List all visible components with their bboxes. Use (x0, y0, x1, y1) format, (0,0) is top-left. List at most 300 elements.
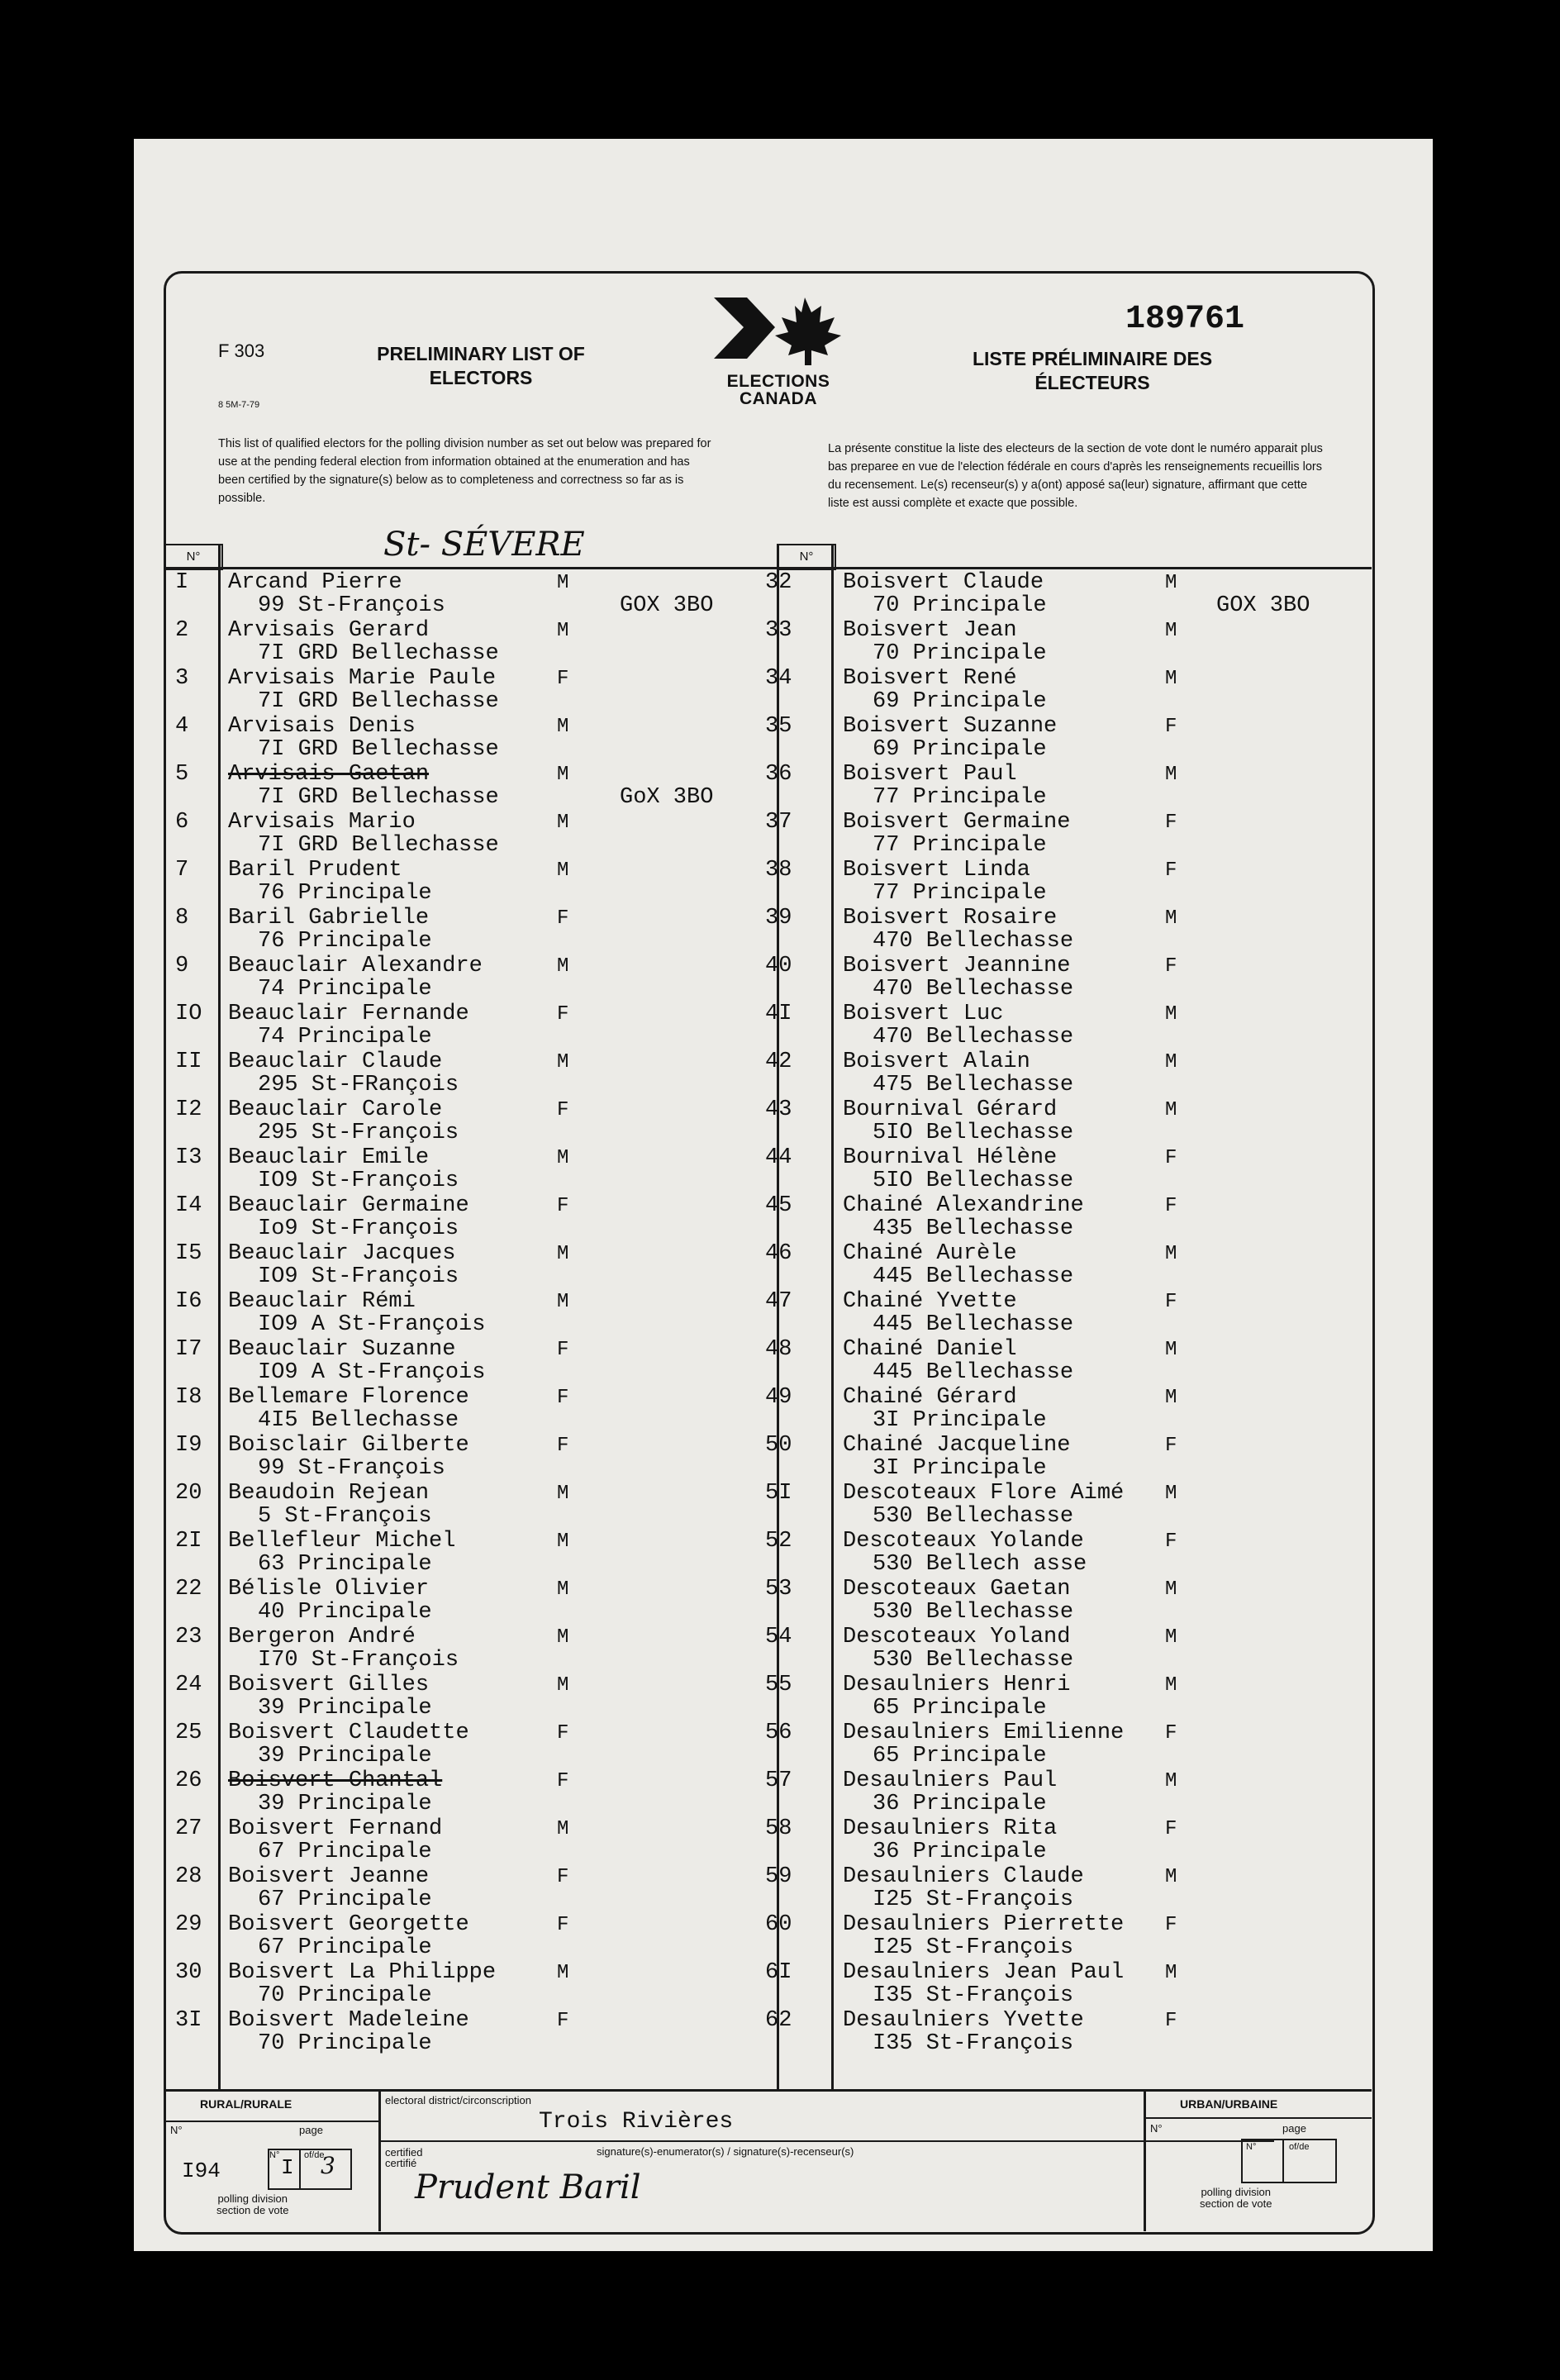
elector-name: Descoteaux Yoland (843, 1625, 1071, 1649)
elector-address: 5 St-François (258, 1504, 432, 1529)
polling-division-number: I94 (182, 2159, 221, 2183)
rural-polling-line2: section de vote (216, 2204, 289, 2216)
elector-number: I4 (175, 1193, 202, 1218)
elector-sex: M (557, 955, 569, 978)
elector-address: 435 Bellechasse (873, 1216, 1074, 1241)
elector-sex: M (1165, 1387, 1177, 1409)
no-label-right: N° (799, 550, 814, 564)
urban-page-no-label: N° (1246, 2142, 1257, 2152)
header-rule (164, 567, 1372, 569)
elector-sex: M (557, 1147, 569, 1169)
elector-name: Desaulniers Emilienne (843, 1721, 1125, 1745)
elector-sex: F (1165, 955, 1177, 978)
postal-code: GOX 3BO (1216, 593, 1310, 618)
elector-address: 77 Principale (873, 881, 1047, 906)
elector-name: Beauclair Suzanne (228, 1337, 456, 1362)
elector-sex: F (557, 1003, 569, 1026)
elector-address: 65 Principale (873, 1696, 1047, 1721)
elector-number: 9 (175, 954, 189, 978)
elector-sex: F (557, 1770, 569, 1792)
elector-address: IO9 A St-François (258, 1360, 486, 1385)
elector-name: Descoteaux Flore Aimé (843, 1481, 1125, 1506)
elector-sex: F (557, 1099, 569, 1121)
elector-number: 2 (175, 618, 189, 643)
elector-name: Boisclair Gilberte (228, 1433, 469, 1458)
urban-page-of-label: of/de (1289, 2142, 1310, 2152)
elector-sex: F (1165, 2010, 1177, 2032)
elector-name: Bournival Gérard (843, 1097, 1058, 1122)
elector-name: Beauclair Claude (228, 1050, 443, 1074)
elector-address: 39 Principale (258, 1744, 432, 1768)
elector-number: 22 (175, 1577, 202, 1602)
rural-polling-line1: polling division (217, 2192, 288, 2205)
elector-sex: F (1165, 1530, 1177, 1553)
elector-name: Boisvert Chantal (228, 1768, 443, 1793)
intro-paragraph-fr: La présente constitue la liste des electeurs de la section de vote dont le numéro apparait plus bas preparee en vue de l'election fédérale en cours d'après les renseignements recueillis lors du recensement. Le(s) recenseur(s) y a(ont) apposé sa(leur) signature, affirmant que cette liste est aussi complète et exacte que possible. (828, 442, 1323, 510)
elector-sex: M (1165, 1578, 1177, 1601)
elector-number: 56 (765, 1721, 792, 1745)
rural-page-label: page (299, 2124, 323, 2136)
elector-address: 70 Principale (258, 2031, 432, 2056)
elector-number: I6 (175, 1289, 202, 1314)
elector-sex: M (557, 1291, 569, 1313)
elector-name: Beauclair Rémi (228, 1289, 416, 1314)
elector-number: 29 (175, 1912, 202, 1937)
elector-name: Desaulniers Pierrette (843, 1912, 1125, 1937)
elector-address: 3I Principale (873, 1456, 1047, 1481)
elector-address: 3I Principale (873, 1408, 1047, 1433)
elector-number: 20 (175, 1481, 202, 1506)
elector-sex: M (1165, 1866, 1177, 1888)
elector-name: Arvisais Mario (228, 810, 416, 835)
district-value: Trois Rivières (539, 2109, 734, 2135)
elector-number: 55 (765, 1673, 792, 1697)
elector-number: 54 (765, 1625, 792, 1649)
elector-name: Boisvert Jeannine (843, 954, 1071, 978)
elector-name: Arvisais Marie Paule (228, 666, 497, 691)
elector-number: 5I (765, 1481, 792, 1506)
elector-sex: M (557, 1243, 569, 1265)
elector-address: 67 Principale (258, 1840, 432, 1864)
elector-number: 47 (765, 1289, 792, 1314)
elector-sex: F (1165, 1147, 1177, 1169)
left-number-column-rule (218, 544, 221, 2089)
no-label-left: N° (186, 550, 201, 564)
elector-sex: F (1165, 1435, 1177, 1457)
elector-sex: F (1165, 1818, 1177, 1840)
elector-address: 7I GRD Bellechasse (258, 737, 499, 762)
elector-number: II (175, 1050, 202, 1074)
elector-name: Chainé Daniel (843, 1337, 1017, 1362)
elector-address: 70 Principale (873, 593, 1047, 618)
elector-name: Desaulniers Claude (843, 1864, 1084, 1889)
elector-address: 445 Bellechasse (873, 1264, 1074, 1289)
elector-name: Chainé Aurèle (843, 1241, 1017, 1266)
elector-name: Bergeron André (228, 1625, 416, 1649)
elector-address: 36 Principale (873, 1840, 1047, 1864)
elector-address: 295 St-FRançois (258, 1073, 459, 1097)
elector-number: 35 (765, 714, 792, 739)
elector-sex: M (1165, 1003, 1177, 1026)
elector-number: IO (175, 1002, 202, 1026)
elector-name: Boisvert Claude (843, 570, 1044, 595)
page-number: I (281, 2155, 294, 2180)
elector-number: 59 (765, 1864, 792, 1889)
elector-sex: M (557, 1626, 569, 1649)
elector-sex: M (557, 1530, 569, 1553)
elector-name: Beauclair Carole (228, 1097, 443, 1122)
elector-name: Desaulniers Jean Paul (843, 1960, 1125, 1985)
elector-sex: M (1165, 1674, 1177, 1697)
elector-sex: M (557, 1962, 569, 1984)
urban-section-rule (1144, 2089, 1146, 2231)
elector-address: I35 St-François (873, 1983, 1074, 2008)
elector-name: Baril Gabrielle (228, 906, 430, 931)
elector-address: 530 Bellechasse (873, 1504, 1074, 1529)
elector-address: I35 St-François (873, 2031, 1074, 2056)
elector-name: Arvisais Denis (228, 714, 416, 739)
elector-name: Boisvert Suzanne (843, 714, 1058, 739)
elector-number: 7 (175, 858, 189, 883)
elector-name: Boisvert Jeanne (228, 1864, 430, 1889)
elector-number: 44 (765, 1145, 792, 1170)
elector-address: IO9 St-François (258, 1264, 459, 1289)
handwritten-locality: St- SÉVERE (383, 526, 585, 564)
elector-number: 62 (765, 2008, 792, 2033)
elector-address: 5IO Bellechasse (873, 1121, 1074, 1145)
elector-address: 40 Principale (258, 1600, 432, 1625)
rural-no-label: N° (170, 2124, 183, 2136)
rural-label: RURAL/RURALE (200, 2097, 292, 2111)
elector-sex: F (1165, 1195, 1177, 1217)
elector-address: 74 Principale (258, 977, 432, 1002)
elector-number: 52 (765, 1529, 792, 1554)
page-of-number: 3 (321, 2152, 335, 2179)
elector-number: 40 (765, 954, 792, 978)
elector-address: IO9 A St-François (258, 1312, 486, 1337)
elector-number: 8 (175, 906, 189, 931)
elector-name: Chainé Alexandrine (843, 1193, 1084, 1218)
elector-name: Boisvert Madeleine (228, 2008, 469, 2033)
elector-name: Beauclair Alexandre (228, 954, 483, 978)
elector-number: 25 (175, 1721, 202, 1745)
elector-number: 37 (765, 810, 792, 835)
elector-number: 42 (765, 1050, 792, 1074)
elector-address: 39 Principale (258, 1696, 432, 1721)
elector-number: 43 (765, 1097, 792, 1122)
certified-line1: certified (385, 2146, 423, 2159)
elector-number: 33 (765, 618, 792, 643)
elector-name: Boisvert Linda (843, 858, 1030, 883)
elector-sex: F (557, 907, 569, 930)
elector-address: IO9 St-François (258, 1169, 459, 1193)
elector-name: Arvisais Gaetan (228, 762, 430, 787)
elector-address: 470 Bellechasse (873, 1025, 1074, 1050)
elector-number: 49 (765, 1385, 792, 1410)
elector-sex: F (1165, 859, 1177, 882)
logo-line2: CANADA (740, 389, 817, 408)
elector-sex: F (557, 1195, 569, 1217)
elector-address: 67 Principale (258, 1887, 432, 1912)
elector-name: Bellefleur Michel (228, 1529, 456, 1554)
elector-address: 77 Principale (873, 785, 1047, 810)
elector-number: 53 (765, 1577, 792, 1602)
elector-name: Bournival Hélène (843, 1145, 1058, 1170)
elector-sex: F (557, 1339, 569, 1361)
elector-number: 58 (765, 1816, 792, 1841)
elector-number: 5 (175, 762, 189, 787)
urban-page-label: page (1282, 2122, 1306, 2135)
signature-label: signature(s)-enumerator(s) / signature(s)-recenseur(s) (597, 2145, 854, 2158)
elector-name: Chainé Yvette (843, 1289, 1017, 1314)
elector-number: 6I (765, 1960, 792, 1985)
elector-sex: M (1165, 764, 1177, 786)
elector-sex: M (557, 812, 569, 834)
elector-number: 57 (765, 1768, 792, 1793)
elector-name: Boisvert Rosaire (843, 906, 1058, 931)
elector-number: 23 (175, 1625, 202, 1649)
elector-name: Beauclair Jacques (228, 1241, 456, 1266)
elector-sex: F (1165, 1722, 1177, 1745)
elector-name: Boisvert Paul (843, 762, 1017, 787)
urban-polling-line1: polling division (1201, 2186, 1271, 2198)
elector-sex: F (1165, 1914, 1177, 1936)
elector-number: 28 (175, 1864, 202, 1889)
elector-sex: M (557, 572, 569, 594)
elector-address: 530 Bellechasse (873, 1600, 1074, 1625)
title-en-line2: ELECTORS (429, 367, 533, 388)
enumerator-signature: Prudent Baril (415, 2168, 641, 2206)
footer-rule (164, 2089, 1372, 2092)
elector-number: 45 (765, 1193, 792, 1218)
elector-address: 4I5 Bellechasse (258, 1408, 459, 1433)
elector-address: 39 Principale (258, 1792, 432, 1816)
elector-sex: M (1165, 1626, 1177, 1649)
elector-sex: M (557, 716, 569, 738)
elector-number: 27 (175, 1816, 202, 1841)
elector-number: I9 (175, 1433, 202, 1458)
elector-name: Chainé Jacqueline (843, 1433, 1071, 1458)
certified-line2: certifié (385, 2157, 417, 2169)
elector-number: 38 (765, 858, 792, 883)
elector-sex: M (1165, 1962, 1177, 1984)
elector-name: Arvisais Gerard (228, 618, 430, 643)
elector-address: 445 Bellechasse (873, 1312, 1074, 1337)
elector-sex: F (557, 1914, 569, 1936)
postal-code: GoX 3BO (620, 785, 714, 810)
elector-name: Boisvert Georgette (228, 1912, 469, 1937)
elector-address: 530 Bellechasse (873, 1648, 1074, 1673)
right-number-column-rule (831, 544, 834, 2089)
elector-address: 470 Bellechasse (873, 977, 1074, 1002)
elector-sex: M (557, 620, 569, 642)
elector-name: Boisvert René (843, 666, 1017, 691)
elector-number: I3 (175, 1145, 202, 1170)
elector-address: 76 Principale (258, 881, 432, 906)
elector-number: 60 (765, 1912, 792, 1937)
elector-sex: M (557, 1818, 569, 1840)
elector-address: 74 Principale (258, 1025, 432, 1050)
elector-sex: F (557, 1722, 569, 1745)
elector-sex: M (557, 1051, 569, 1073)
elector-address: 530 Bellech asse (873, 1552, 1087, 1577)
elector-number: 6 (175, 810, 189, 835)
elector-address: 475 Bellechasse (873, 1073, 1074, 1097)
elector-address: 77 Principale (873, 833, 1047, 858)
elector-name: Baril Prudent (228, 858, 402, 883)
elector-address: 69 Principale (873, 689, 1047, 714)
elector-sex: M (1165, 1339, 1177, 1361)
elector-sex: F (557, 668, 569, 690)
elector-name: Desaulniers Rita (843, 1816, 1058, 1841)
elector-number: 26 (175, 1768, 202, 1793)
intro-paragraph-en: This list of qualified electors for the polling division number as set out below was prepared for use at the pending federal election from information obtained at the enumeration and has been certified by the signature(s) below as to completeness and correctness so far as is possible. (218, 437, 711, 505)
elector-number: I (175, 570, 189, 595)
elector-number: I5 (175, 1241, 202, 1266)
elector-address: 69 Principale (873, 737, 1047, 762)
elector-address: 7I GRD Bellechasse (258, 833, 499, 858)
elector-name: Descoteaux Gaetan (843, 1577, 1071, 1602)
elector-number: 3I (175, 2008, 202, 2033)
elector-number: 30 (175, 1960, 202, 1985)
elector-number: I7 (175, 1337, 202, 1362)
elector-sex: M (1165, 1243, 1177, 1265)
elector-number: I2 (175, 1097, 202, 1122)
elector-name: Desaulniers Paul (843, 1768, 1058, 1793)
title-fr-line2: ÉLECTEURS (1034, 372, 1150, 393)
elector-address: 5IO Bellechasse (873, 1169, 1074, 1193)
elector-sex: F (557, 1866, 569, 1888)
elector-name: Boisvert Fernand (228, 1816, 443, 1841)
document-sheet (134, 139, 1433, 2251)
elector-number: 3 (175, 666, 189, 691)
form-code: F 303 (218, 340, 265, 361)
elector-name: Boisvert La Philippe (228, 1960, 497, 1985)
elector-name: Descoteaux Yolande (843, 1529, 1084, 1554)
urban-rule (1144, 2117, 1372, 2119)
elector-number: 2I (175, 1529, 202, 1554)
elector-name: Chainé Gérard (843, 1385, 1017, 1410)
elector-address: 445 Bellechasse (873, 1360, 1074, 1385)
form-date: 8 5M-7-79 (218, 400, 260, 410)
urban-no-label: N° (1150, 2122, 1163, 2135)
elector-sex: M (1165, 1483, 1177, 1505)
elector-address: 295 St-François (258, 1121, 459, 1145)
elector-address: 7I GRD Bellechasse (258, 785, 499, 810)
elector-number: 39 (765, 906, 792, 931)
page-no-label: N° (269, 2150, 280, 2160)
elector-number: 36 (765, 762, 792, 787)
elector-name: Boisvert Jean (843, 618, 1017, 643)
elector-name: Bellemare Florence (228, 1385, 469, 1410)
elector-address: 76 Principale (258, 929, 432, 954)
serial-number: 189761 (1125, 301, 1245, 338)
elector-name: Boisvert Alain (843, 1050, 1030, 1074)
elector-number: 32 (765, 570, 792, 595)
elector-address: 67 Principale (258, 1935, 432, 1960)
elector-name: Desaulniers Henri (843, 1673, 1071, 1697)
elector-sex: F (557, 2010, 569, 2032)
elector-address: 470 Bellechasse (873, 929, 1074, 954)
elector-sex: M (557, 859, 569, 882)
elector-number: 48 (765, 1337, 792, 1362)
elector-address: 70 Principale (258, 1983, 432, 2008)
elector-number: 4I (765, 1002, 792, 1026)
elector-address: I70 St-François (258, 1648, 459, 1673)
elector-address: 7I GRD Bellechasse (258, 641, 499, 666)
elector-sex: M (557, 1578, 569, 1601)
rural-polling-division-label (216, 2193, 288, 2216)
elector-sex: F (557, 1387, 569, 1409)
elector-sex: M (1165, 1051, 1177, 1073)
elector-name: Beauclair Germaine (228, 1193, 469, 1218)
elector-address: 65 Principale (873, 1744, 1047, 1768)
urban-label: URBAN/URBAINE (1180, 2097, 1278, 2111)
elector-number: 4 (175, 714, 189, 739)
elector-sex: F (1165, 716, 1177, 738)
elector-sex: F (1165, 812, 1177, 834)
elector-address: Io9 St-François (258, 1216, 459, 1241)
title-en-line1: PRELIMINARY LIST OF (377, 343, 585, 364)
elector-sex: M (557, 1674, 569, 1697)
elector-name: Boisvert Gilles (228, 1673, 430, 1697)
certified-label (385, 2147, 423, 2168)
elector-number: 50 (765, 1433, 792, 1458)
elector-number: I8 (175, 1385, 202, 1410)
elector-sex: M (1165, 572, 1177, 594)
elector-sex: M (1165, 1099, 1177, 1121)
elector-address: 63 Principale (258, 1552, 432, 1577)
elector-sex: F (1165, 1291, 1177, 1313)
elector-address: 99 St-François (258, 1456, 445, 1481)
elector-sex: M (1165, 668, 1177, 690)
elector-address: 7I GRD Bellechasse (258, 689, 499, 714)
elector-sex: M (557, 764, 569, 786)
urban-polling-division-label (1200, 2187, 1272, 2210)
elector-name: Boisvert Luc (843, 1002, 1004, 1026)
elector-name: Beauclair Emile (228, 1145, 430, 1170)
elector-sex: M (1165, 620, 1177, 642)
elector-name: Beauclair Fernande (228, 1002, 469, 1026)
elector-sex: F (557, 1435, 569, 1457)
elector-number: 46 (765, 1241, 792, 1266)
rural-rule (164, 2121, 378, 2122)
title-fr-line1: LISTE PRÉLIMINAIRE DES (972, 348, 1213, 369)
postal-code: GOX 3BO (620, 593, 714, 618)
elector-address: 36 Principale (873, 1792, 1047, 1816)
elector-sex: M (557, 1483, 569, 1505)
elector-name: Beaudoin Rejean (228, 1481, 430, 1506)
elector-number: 24 (175, 1673, 202, 1697)
district-rule (378, 2140, 1274, 2142)
elector-sex: M (1165, 907, 1177, 930)
elector-name: Desaulniers Yvette (843, 2008, 1084, 2033)
elector-address: I25 St-François (873, 1935, 1074, 1960)
elector-name: Arcand Pierre (228, 570, 402, 595)
district-label: electoral district/circonscription (385, 2094, 532, 2106)
elector-name: Boisvert Germaine (843, 810, 1071, 835)
elector-address: 70 Principale (873, 641, 1047, 666)
elector-number: 34 (765, 666, 792, 691)
elector-name: Boisvert Claudette (228, 1721, 469, 1745)
elector-sex: M (1165, 1770, 1177, 1792)
elector-name: Bélisle Olivier (228, 1577, 430, 1602)
logo-line1: ELECTIONS (726, 372, 830, 391)
elector-address: 99 St-François (258, 593, 445, 618)
page-of-label: of/de (304, 2150, 325, 2160)
rural-section-rule (378, 2089, 381, 2231)
elector-address: I25 St-François (873, 1887, 1074, 1912)
